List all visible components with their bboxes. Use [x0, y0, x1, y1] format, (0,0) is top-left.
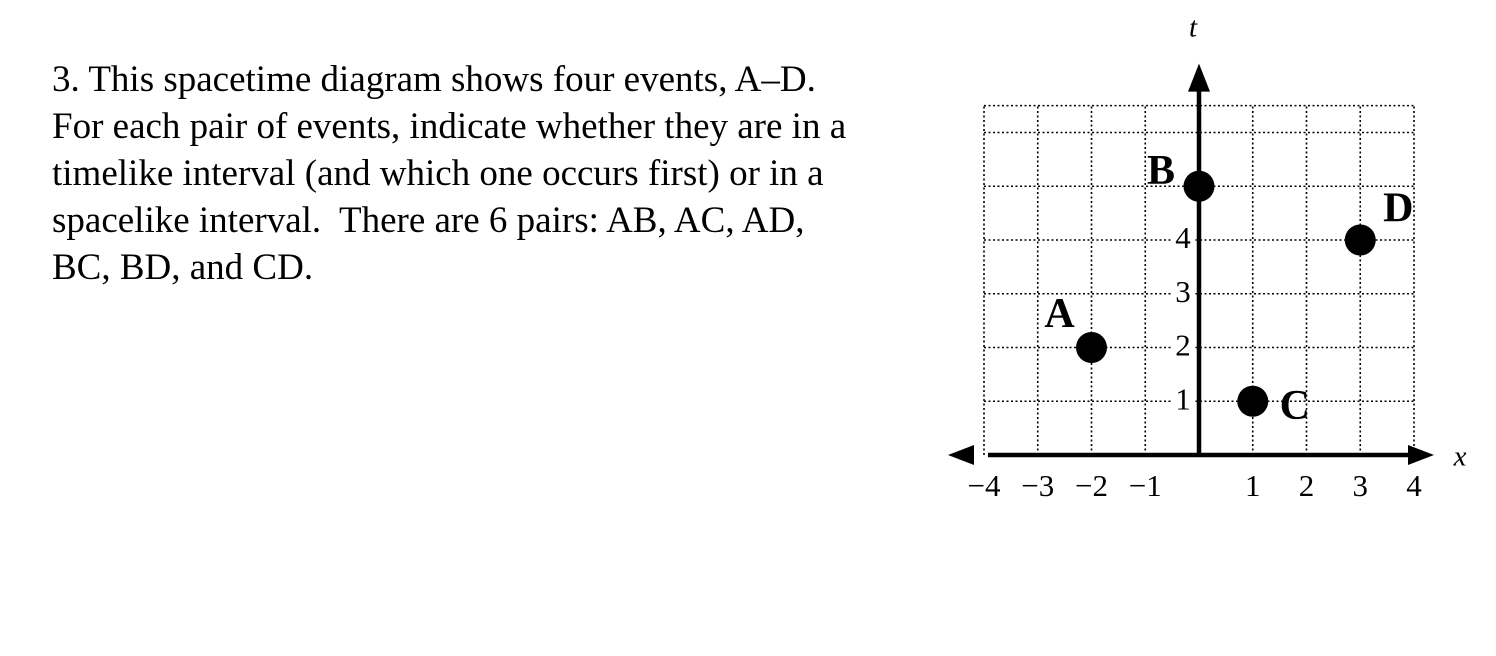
- event-point-c: [1237, 386, 1268, 417]
- x-axis-arrow-left: [948, 445, 974, 465]
- x-tick-label: −1: [1128, 468, 1162, 504]
- x-tick-label: −4: [967, 468, 1001, 504]
- x-tick-label: −3: [1021, 468, 1055, 504]
- x-tick-label: 1: [1245, 468, 1261, 504]
- t-tick-label: 1: [1175, 381, 1191, 417]
- t-tick-label: 3: [1175, 273, 1191, 309]
- x-axis-label: x: [1453, 440, 1467, 473]
- x-tick-label: 3: [1352, 468, 1368, 504]
- event-point-d: [1345, 225, 1376, 256]
- x-tick-label: 4: [1406, 468, 1422, 504]
- axes: [948, 11, 1467, 472]
- x-tick-label: −2: [1075, 468, 1108, 504]
- event-label-d: D: [1383, 185, 1414, 232]
- question-line: 3. This spacetime diagram shows four events, A–D.: [52, 59, 816, 100]
- event-point-a: [1076, 332, 1107, 363]
- event-label-a: A: [1044, 291, 1075, 338]
- events: [1044, 148, 1413, 429]
- x-axis-arrow-right: [1408, 445, 1434, 465]
- question-line: BC, BD, and CD.: [52, 247, 314, 288]
- question-line: spacelike interval. There are 6 pairs: AB, AC, AD,: [52, 200, 805, 241]
- question-line: timelike interval (and which one occurs first) or in a: [52, 153, 824, 194]
- t-axis-label: t: [1188, 11, 1198, 44]
- x-tick-label: 2: [1298, 468, 1315, 504]
- question-line: For each pair of events, indicate whether they are in a: [52, 106, 847, 147]
- event-label-b: B: [1146, 147, 1176, 194]
- t-tick-label: 4: [1175, 220, 1191, 256]
- t-tick-label: 2: [1175, 327, 1191, 363]
- event-label-c: C: [1279, 382, 1310, 429]
- t-axis-arrow-up: [1188, 64, 1210, 92]
- tick-labels: [968, 220, 1423, 503]
- event-point-b: [1184, 171, 1215, 202]
